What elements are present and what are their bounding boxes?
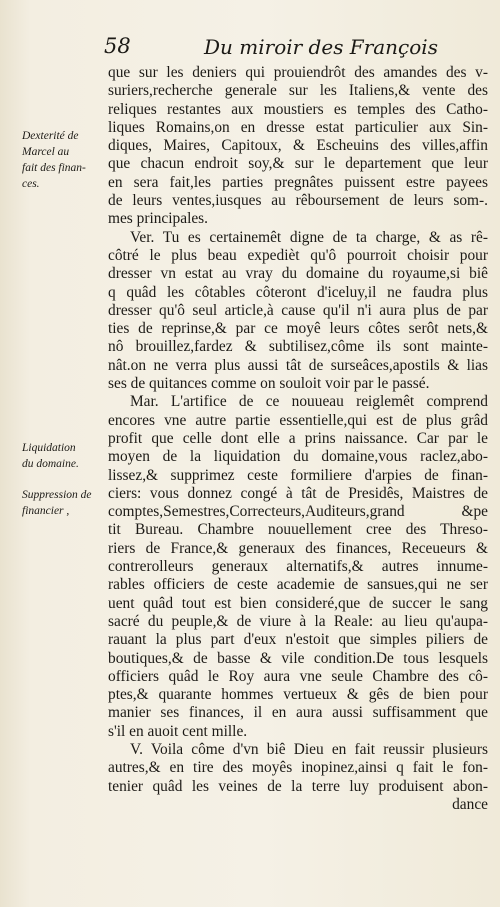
text-line: boutiques,& de basse & vile condition.De tous lesquels xyxy=(108,649,488,667)
text-line: ptes,& quarante hommes vertueux & gês de bien pour xyxy=(108,686,488,704)
text-line: lissez,& supprimez ceste formiliere d'arpies de finan- xyxy=(108,466,488,484)
margin-note-dexterite xyxy=(22,128,112,192)
catchword: dance xyxy=(452,795,488,813)
text-line: mes principales. xyxy=(108,210,209,228)
text-line: diques, Maires, Capitoux, & Escheuins des villes,affin xyxy=(108,137,488,155)
text-line: rables officiers de ceste academie de sansues,qui ne ser xyxy=(108,576,488,594)
text-line: uent quâd tout est bien consideré,que de succer le sang xyxy=(108,594,488,612)
text-line: ses de quitances comme on souloit voir par le passé. xyxy=(108,375,430,393)
text-line: contrerolleurs generaux alternatifs,& autres innume- xyxy=(108,558,488,576)
paragraph-start: V. Voila côme d'vn biê Dieu en fait reussir plusieurs xyxy=(130,740,488,758)
text-line: autres,& en tire des moyês inopinez,ainsi q fait le fon- xyxy=(108,759,488,777)
text-line: tit Bureau. Chambre nouuellement cree des Threso- xyxy=(108,521,488,539)
text-line: suriers,recherche generale sur les Italiens,& vente des xyxy=(108,82,488,100)
text-line: moyen de la liquidation du domaine,vous raclez,abo- xyxy=(108,448,488,466)
text-line: côtré le plus beau expedièt qu'ô pourroit choisir pour xyxy=(108,246,488,264)
text-line: reliques restantes aux moustiers es temples des Catho- xyxy=(108,100,488,118)
text-line: sacré du peuple,& de viure à la Reale: au lieu qu'aupa- xyxy=(108,612,488,630)
margin-note-line: financier , xyxy=(22,505,70,517)
margin-note-suppression xyxy=(22,487,112,519)
text-line: officiers quâd le Roy aura vne seule Chambre des cô- xyxy=(108,667,488,685)
body-text xyxy=(108,64,488,814)
text-line: rauant la plus part d'eux n'estoit que simples piliers de xyxy=(108,631,488,649)
text-line: tenier quâd les veines de la terre luy produisent abon- xyxy=(108,777,488,795)
paragraph-start: Ver. Tu es certainemêt digne de ta charge, & as rê- xyxy=(130,228,488,246)
text-line: s'il en auoit cent mille. xyxy=(108,722,248,740)
margin-note-liquidation xyxy=(22,440,112,472)
text-line: que sur les deniers qui prouiendrôt des amandes des v- xyxy=(108,64,488,81)
page-number: 58 xyxy=(104,34,131,58)
margin-note-line: fait des finan- xyxy=(22,162,86,174)
paragraph-start: Mar. L'artifice de ce nouueau reiglemêt comprend xyxy=(130,393,488,411)
text-line: q quâd les côtables côteront d'iceluy,il ne faudra plus xyxy=(108,283,488,301)
text-line: ciers: vous donnez congé à tât de Presidês, Maistres de xyxy=(108,484,488,502)
text-line: riers de France,& generaux des finances, Receueurs & xyxy=(108,539,488,557)
margin-note-line: Marcel au xyxy=(22,146,70,158)
text-line: que chacun endroit soy,& sur le departement que leur xyxy=(108,155,488,173)
running-head: Du miroir des François xyxy=(204,35,438,59)
text-line: nô brouillez,fardez & subtilisez,côme ils sont mainte- xyxy=(108,338,488,356)
text-line: de leurs ventes,iusques au rêboursement de leurs som-. xyxy=(108,192,488,210)
text-line: liques Romains,on en dresse estat particulier aux Sin- xyxy=(108,118,488,136)
margin-note-line: Liquidation xyxy=(22,442,76,454)
margin-note-line: Suppression de xyxy=(22,489,92,501)
page-header xyxy=(100,34,470,60)
text-line: manier ses finances, il en aura aussi suffisamment que xyxy=(108,704,488,722)
text-line: nât.on ne verra plus aussi tât de surseâces,apostils & lias xyxy=(108,356,488,374)
margin-note-line: ces. xyxy=(22,178,40,190)
text-line: encores vne autre partie essentielle,qui est de plus grâd xyxy=(108,411,488,429)
text-line: ties de reprinse,& par ce moyê leurs côtes serôt nets,& xyxy=(108,320,488,338)
text-line: en sera fait,les parties pregnâtes puissent estre payees xyxy=(108,173,488,191)
text-line: comptes,Semestres,Correcteurs,Auditeurs,grand &pe xyxy=(108,503,488,521)
text-line: dresser vn estat au vray du domaine du royaume,si biê xyxy=(108,265,488,283)
margin-note-line: Dexterité de xyxy=(22,130,79,142)
text-line: dresser qu'ô seul article,à cause qu'il n'i aura plus de par xyxy=(108,301,488,319)
margin-note-line: du domaine. xyxy=(22,458,79,470)
text-line: profit que celle dont elle a prins naissance. Car par le xyxy=(108,429,488,447)
